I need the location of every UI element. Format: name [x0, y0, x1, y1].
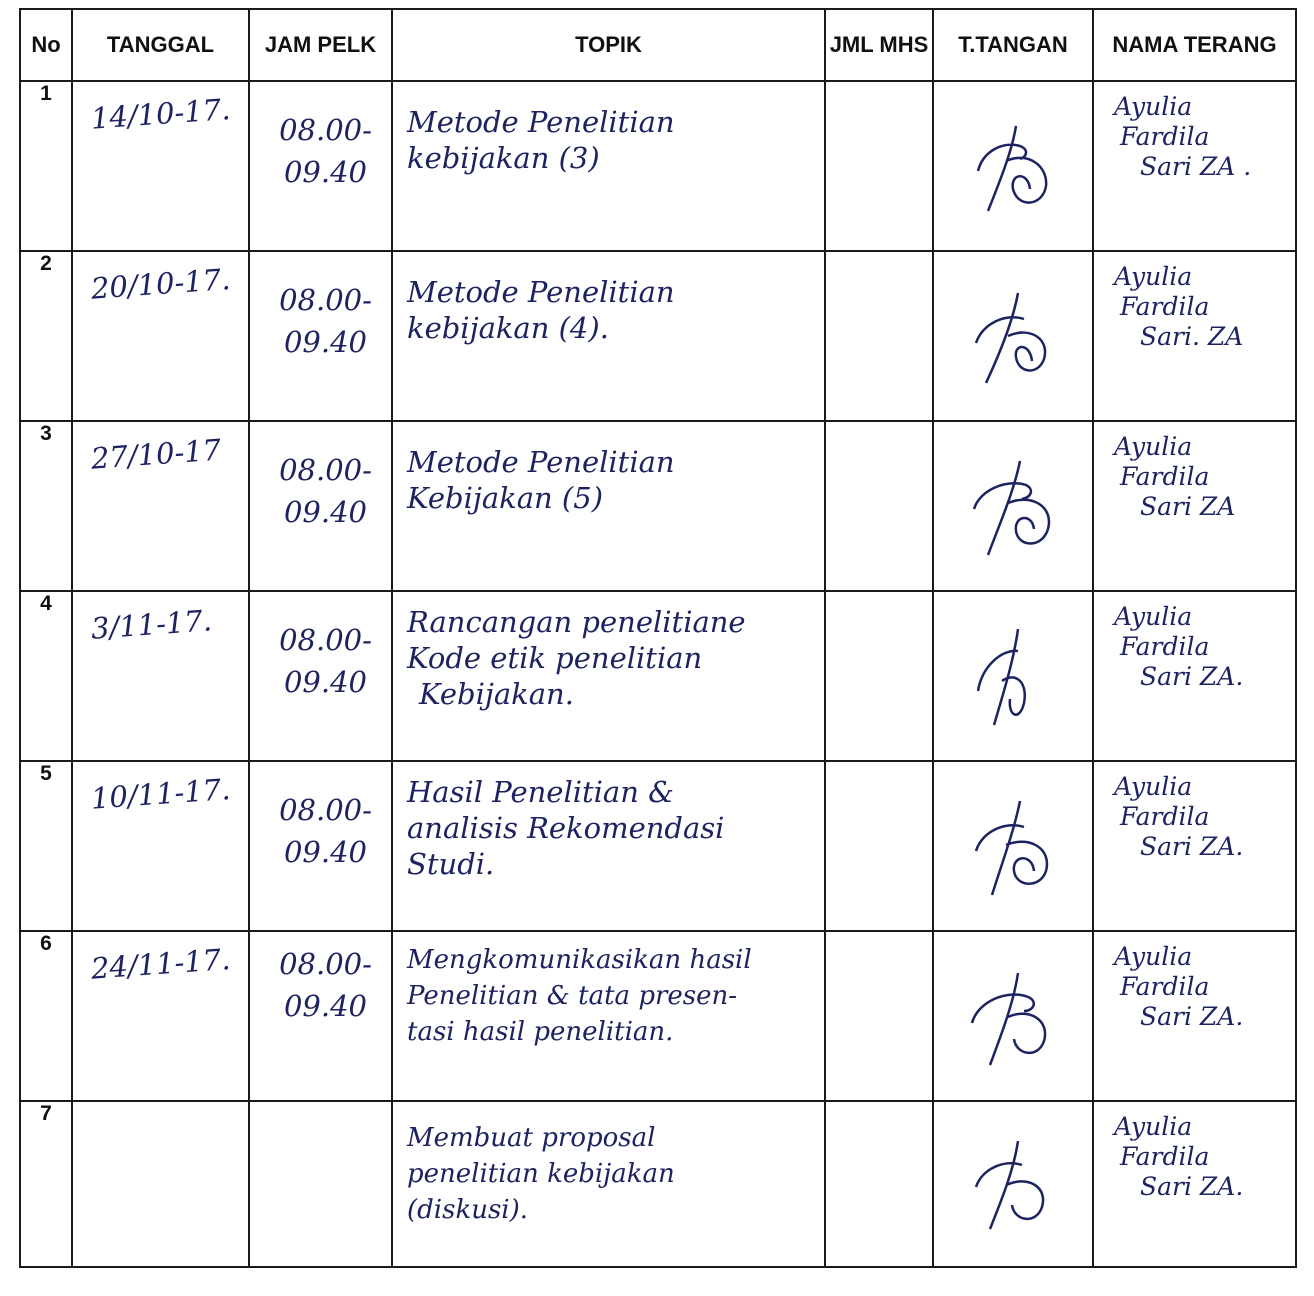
name-line: Fardila — [1120, 972, 1210, 1001]
name-cell — [1093, 761, 1296, 931]
signature-image — [958, 451, 1068, 561]
time-end: 09.40 — [283, 155, 368, 189]
row-number: 6 — [20, 931, 72, 1101]
signature-cell — [933, 761, 1093, 931]
topic-line: penelitian kebijakan — [407, 1159, 675, 1189]
time-start: 08.00- — [279, 113, 372, 147]
name-line: Ayulia — [1114, 602, 1193, 631]
topic-cell — [392, 251, 825, 421]
topic-cell — [392, 81, 825, 251]
time-cell — [249, 1101, 392, 1267]
name-line: Sari ZA. — [1140, 832, 1244, 861]
name-line: Fardila — [1120, 1142, 1210, 1171]
header-topik: TOPIK — [392, 9, 825, 81]
header-jml-label: JML MHS — [829, 32, 929, 57]
date-text: 20/10-17. — [89, 262, 232, 306]
header-nama: NAMA TERANG — [1093, 9, 1296, 81]
date-text: 10/11-17. — [89, 772, 232, 816]
time-start: 08.00- — [279, 623, 372, 657]
name-line: Ayulia — [1114, 92, 1193, 121]
date-cell — [72, 761, 249, 931]
name-line: Fardila — [1120, 802, 1210, 831]
time-cell — [249, 81, 392, 251]
date-text: 27/10-17 — [89, 432, 223, 476]
time-end: 09.40 — [283, 665, 368, 699]
date-text: 14/10-17. — [89, 92, 232, 136]
time-cell — [249, 761, 392, 931]
jml-cell — [825, 421, 933, 591]
signature-cell — [933, 421, 1093, 591]
topic-line: Kode etik penelitian — [407, 641, 703, 675]
signature-image — [958, 621, 1068, 731]
date-cell — [72, 81, 249, 251]
signature-cell — [933, 81, 1093, 251]
name-cell — [1093, 591, 1296, 761]
topic-line: kebijakan (3) — [407, 141, 600, 175]
name-line: Fardila — [1120, 292, 1210, 321]
table-row — [20, 81, 1296, 251]
row-number: 2 — [20, 251, 72, 421]
topic-cell — [392, 1101, 825, 1267]
topic-line: Penelitian & tata presen- — [407, 981, 738, 1011]
date-cell — [72, 421, 249, 591]
name-line: Ayulia — [1114, 942, 1193, 971]
row-number: 3 — [20, 421, 72, 591]
topic-line: Metode Penelitian — [407, 445, 675, 479]
signature-image — [958, 961, 1068, 1071]
topic-line: Studi. — [407, 847, 495, 881]
header-tanggal: TANGGAL — [72, 9, 249, 81]
topic-cell — [392, 761, 825, 931]
topic-line: Kebijakan. — [419, 677, 574, 711]
time-cell — [249, 251, 392, 421]
name-line: Sari ZA. — [1140, 662, 1244, 691]
jml-cell — [825, 931, 933, 1101]
topic-line: tasi hasil penelitian. — [407, 1017, 674, 1047]
date-cell — [72, 931, 249, 1101]
name-line: Fardila — [1120, 632, 1210, 661]
signature-image — [958, 1129, 1068, 1239]
topic-line: Membuat proposal — [407, 1123, 656, 1153]
name-line: Sari. ZA — [1140, 322, 1244, 351]
topic-cell — [392, 591, 825, 761]
topic-line: Kebijakan (5) — [407, 481, 604, 515]
time-cell — [249, 931, 392, 1101]
table-row — [20, 251, 1296, 421]
date-cell — [72, 1101, 249, 1267]
name-line: Sari ZA. — [1140, 1002, 1244, 1031]
time-end: 09.40 — [283, 989, 368, 1023]
topic-cell — [392, 421, 825, 591]
topic-line: Hasil Penelitian & — [407, 775, 674, 809]
topic-cell — [392, 931, 825, 1101]
name-line: Ayulia — [1114, 432, 1193, 461]
name-line: Ayulia — [1114, 1112, 1193, 1141]
signature-cell — [933, 1101, 1093, 1267]
time-start: 08.00- — [279, 283, 372, 317]
name-cell — [1093, 421, 1296, 591]
header-jam: JAM PELK — [249, 9, 392, 81]
date-text: 3/11-17. — [89, 603, 213, 646]
topic-line: (diskusi). — [407, 1195, 529, 1225]
time-end: 09.40 — [283, 495, 368, 529]
name-line: Ayulia — [1114, 772, 1193, 801]
signature-image — [958, 111, 1068, 221]
lecture-log-table — [19, 8, 1297, 1268]
signature-image — [958, 281, 1068, 391]
jml-cell — [825, 81, 933, 251]
date-text — [67, 1096, 254, 1286]
time-cell — [249, 591, 392, 761]
topic-line: Metode Penelitian — [407, 105, 675, 139]
name-line: Sari ZA . — [1140, 152, 1252, 181]
name-line: Sari ZA — [1140, 492, 1236, 521]
time-end: 09.40 — [283, 325, 368, 359]
jml-cell — [825, 1101, 933, 1267]
name-line: Ayulia — [1114, 262, 1193, 291]
jml-cell — [825, 761, 933, 931]
time-cell — [249, 421, 392, 591]
topic-line: Metode Penelitian — [407, 275, 675, 309]
name-line: Fardila — [1120, 462, 1210, 491]
table-row — [20, 1101, 1296, 1267]
time-start: 08.00- — [279, 793, 372, 827]
name-cell — [1093, 251, 1296, 421]
time-start: 08.00- — [279, 947, 372, 981]
name-cell — [1093, 931, 1296, 1101]
signature-cell — [933, 591, 1093, 761]
row-number: 1 — [20, 81, 72, 251]
header-jml — [825, 9, 933, 81]
table-row — [20, 761, 1296, 931]
topic-line: analisis Rekomendasi — [407, 811, 725, 845]
topic-line: Mengkomunikasikan hasil — [407, 945, 752, 975]
name-cell — [1093, 1101, 1296, 1267]
signature-cell — [933, 251, 1093, 421]
header-ttangan: T.TANGAN — [933, 9, 1093, 81]
table-row — [20, 591, 1296, 761]
time-end: 09.40 — [283, 835, 368, 869]
jml-cell — [825, 591, 933, 761]
table-row — [20, 421, 1296, 591]
date-cell — [72, 591, 249, 761]
signature-image — [958, 791, 1068, 901]
name-line: Sari ZA. — [1140, 1172, 1244, 1201]
jml-cell — [825, 251, 933, 421]
name-line: Fardila — [1120, 122, 1210, 151]
time-start: 08.00- — [279, 453, 372, 487]
name-cell — [1093, 81, 1296, 251]
row-number: 7 — [20, 1101, 72, 1267]
header-no: No — [20, 9, 72, 81]
row-number: 4 — [20, 591, 72, 761]
topic-line: kebijakan (4). — [407, 311, 609, 345]
date-cell — [72, 251, 249, 421]
header-row — [20, 9, 1296, 81]
table-row — [20, 931, 1296, 1101]
topic-line: Rancangan penelitiane — [407, 605, 746, 639]
row-number: 5 — [20, 761, 72, 931]
date-text: 24/11-17. — [89, 942, 232, 986]
signature-cell — [933, 931, 1093, 1101]
